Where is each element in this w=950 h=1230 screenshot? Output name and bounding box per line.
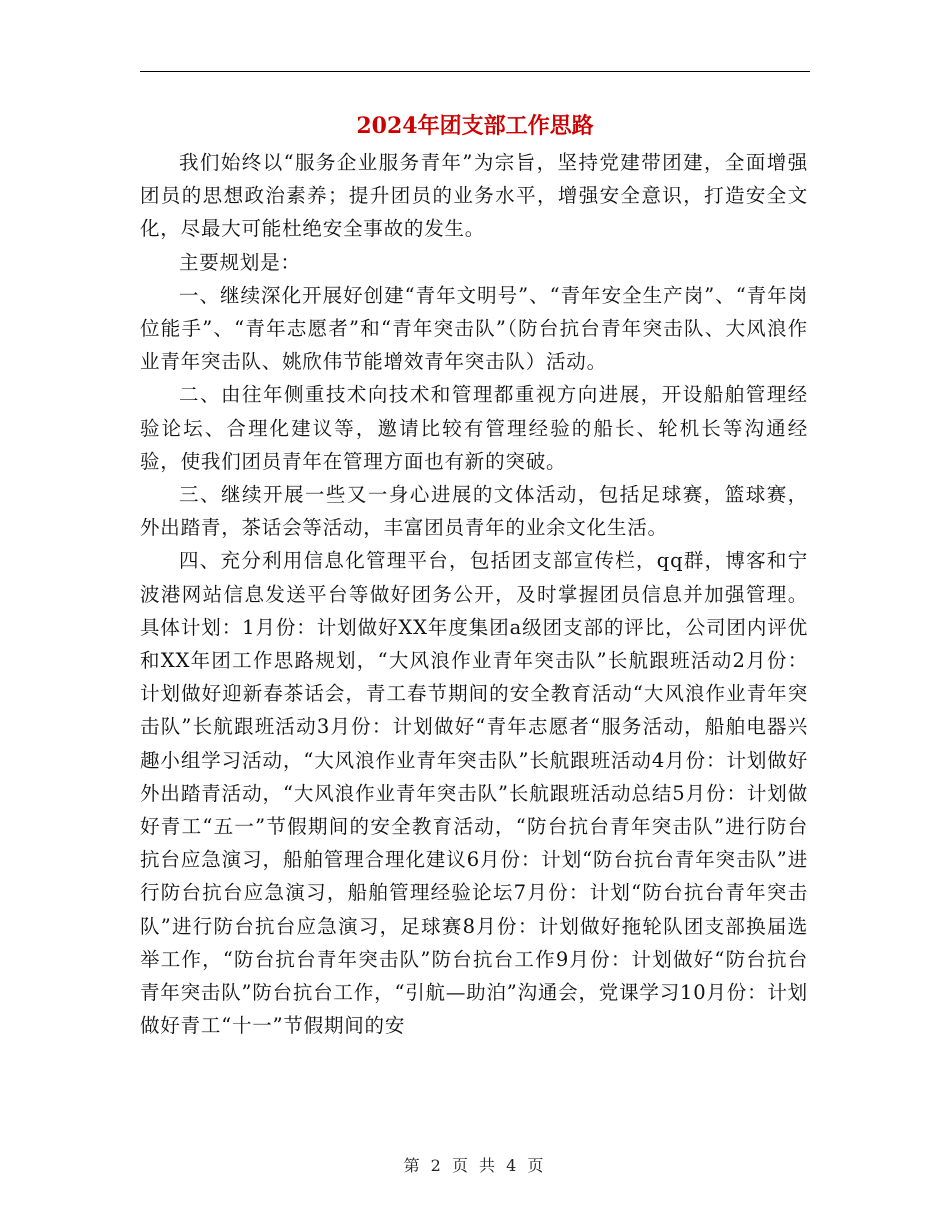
header-rule [140, 71, 810, 72]
paragraph-item-1: 一、继续深化开展好创建“青年文明号”、“青年安全生产岗”、“青年岗位能手”、“青年志愿者”和“青年突击队”（防台抗台青年突击队、大风浪作业青年突击队、姚欣伟节能增效青年突击队）活动。 [140, 283, 808, 374]
document-body [140, 146, 808, 1042]
paragraph-item-4: 四、充分利用信息化管理平台，包括团支部宣传栏，qq群，博客和宁波港网站信息发送平台等做好团务公开，及时掌握团员信息并加强管理。具体计划：1月份：计划做好XX年度集团a级团支部的评比，公司团内评优和XX年团工作思路规划，“大风浪作业青年突击队”长航跟班活动2月份：计划做好迎新春茶话会，青工春节期间的安全教育活动“大风浪作业青年突击队”长航跟班活动3月份：计划做好“青年志愿者“服务活动，船舶电器兴趣小组学习活动，“大风浪作业青年突击队”长航跟班活动4月份：计划做好外出踏青活动，“大风浪作业青年突击队”长航跟班活动总结5月份：计划做好青工“五一”节假期间的安全教育活动，“防台抗台青年突击队”进行防台抗台应急演习，船舶管理合理化建议6月份：计划“防台抗台青年突击队”进行防台抗台应急演习，船舶管理经验论坛7月份：计划“防台抗台青年突击队”进行防台抗台应急演习，足球赛8月份：计划做好拖轮队团支部换届选举工作，“防台抗台青年突击队”防台抗台工作9月份：计划做好“防台抗台青年突击队”防台抗台工作，“引航—助泊”沟通会，党课学习10月份：计划做好青工“十一”节假期间的安 [140, 549, 808, 1038]
paragraph-item-3: 三、继续开展一些又一身心进展的文体活动，包括足球赛，篮球赛，外出踏青，茶话会等活动，丰富团员青年的业余文化生活。 [140, 483, 808, 540]
paragraph-intro: 我们始终以“服务企业服务青年”为宗旨，坚持党建带团建，全面增强团员的思想政治素养；提升团员的业务水平，增强安全意识，打造安全文化，尽最大可能杜绝安全事故的发生。 [140, 151, 808, 241]
page-number-footer: 第 2 页 共 4 页 [403, 1156, 547, 1175]
paragraph-item-2: 二、由往年侧重技术向技术和管理都重视方向进展，开设船舶管理经验论坛、合理化建议等，邀请比较有管理经验的船长、轮机长等沟通经验，使我们团员青年在管理方面也有新的突破。 [140, 383, 808, 473]
document-title: 2024年团支部工作思路 [356, 113, 594, 139]
paragraph-main-plan: 主要规划是： [179, 250, 301, 274]
